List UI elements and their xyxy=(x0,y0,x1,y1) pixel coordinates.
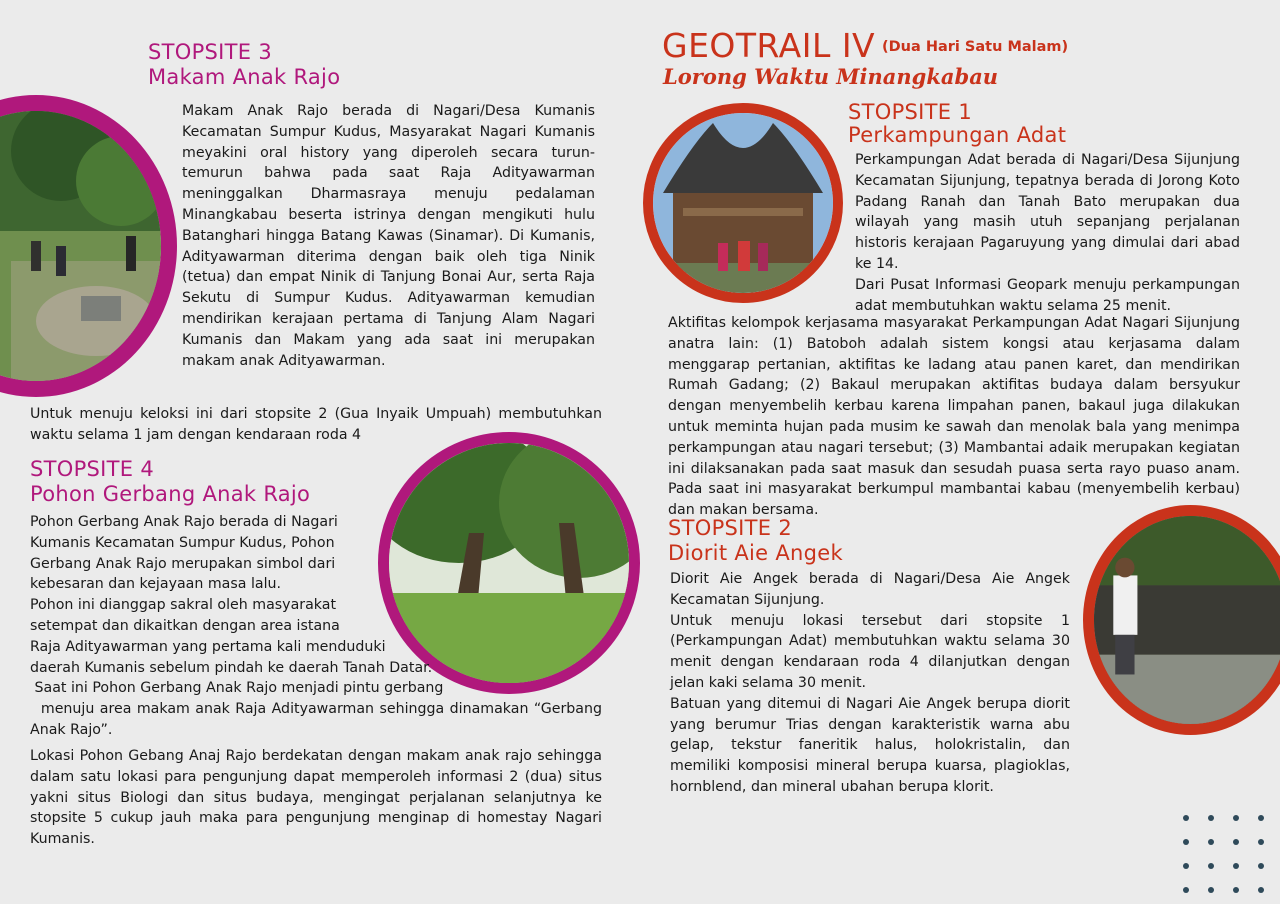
stopsite1-text1: Perkampungan Adat berada di Nagari/Desa Sijunjung Kecamatan Sijunjung, tepatnya berada di Jorong Koto Padang Ranah dan Tanah Bato merupakan dua wilayah yang masih utuh sepanjang perjalanan historis kerajaan Pagaruyung yang dimulai dari abad ke 14. xyxy=(855,152,1240,272)
dot xyxy=(1183,887,1189,893)
stopsite3-travel-info: Untuk menuju keloksi ini dari stopsite 2 (Gua Inyaik Umpuah) membutuhkan waktu selama 1 jam dengan kendaraan roda 4 xyxy=(30,406,602,443)
stopsite2-description xyxy=(670,569,1070,798)
stopsite4-location-info: Lokasi Pohon Gebang Anaj Rajo berdekatan dengan makam anak rajo sehingga dalam satu lokasi para pengunjung dapat memperoleh informasi 2 (dua) situs yakni situs Biologi dan situs budaya, mengingat perjalanan selanjutnya ke stopsite 5 cukup jauh maka para pengunjung menginap di homestay Nagari Kumanis. xyxy=(30,748,602,848)
stopsite4-line: Raja Adityawarman yang pertama kali menduduki xyxy=(30,638,386,655)
stopsite4-line: Gerbang Anak Rajo merupakan simbol dari xyxy=(30,555,336,572)
geotrail-duration: (Dua Hari Satu Malam) xyxy=(882,39,1069,55)
stopsite3-description: Makam Anak Rajo berada di Nagari/Desa Kumanis Kecamatan Sumpur Kudus, Masyarakat Nagari Kumanis meyakini oral history yang diperoleh secara turun-temurun bahwa pada saat Raja Adityawarman meninggalkan Dharmasraya menuju pedalaman Minangkabau beserta istrinya dengan mengikuti hulu Batanghari hingga Batang Kawas (Sinamar). Di Kumanis, Adityawarman diterima dengan baik oleh tiga Ninik (tetua) dan empat Ninik di Tanjung Bonai Aur, serta Raja Sekutu di Sumpur Kudus. Adityawarman kemudian mendirikan kerajaan pertama di Tanjung Alam Nagari Kumanis dan Makam yang ada saat ini merupakan makam anak Adityawarman. xyxy=(182,103,595,369)
dot xyxy=(1208,839,1214,845)
dot xyxy=(1183,839,1189,845)
stopsite4-line: daerah Kumanis sebelum pindah ke daerah Tanah Datar. xyxy=(30,659,433,676)
stopsite1-label: STOPSITE 1 xyxy=(848,100,973,124)
dot xyxy=(1208,887,1214,893)
dot xyxy=(1208,863,1214,869)
stopsite2-text3: Batuan yang ditemui di Nagari Aie Angek berupa diorit yang berumur Trias dengan karakteristik warna abu gelap, tekstur faneritik halus, holokristalin, dan memiliki komposisi mineral berupa kuarsa, plagioklas, hornblend, dan mineral ubahan berupa klorit. xyxy=(670,695,1070,795)
stopsite1-activities: Aktifitas kelompok kerjasama masyarakat Perkampungan Adat Nagari Sijunjung anatra lain: (1) Batoboh adalah sistem kongsi atau kerjasama dalam menggarap pertanian, aktifitas ke ladang atau panen karet, dan mendirikan Rumah Gadang; (2) Bakaul merupakan aktifitas budaya dalam bersyukur dengan menyembelih kerbau karena limpahan panen, bakaul juga dilakukan untuk meminta hujan pada musim ke sawah dan menolak bala yang menimpa perkampungan atau nagari tersebut; (3) Mambantai adaik merupakan kegiatan ini dilaksanakan pada saat masuk dan sesudah puasa serta rayo puaso anam. Pada saat ini masyarakat berkumpul mambantai kabau (menyembelih kerbau) dan makan bersama. xyxy=(668,315,1240,519)
stopsite4-title: Pohon Gerbang Anak Rajo xyxy=(30,482,311,506)
stopsite2-label: STOPSITE 2 xyxy=(668,516,793,540)
stopsite2-title: Diorit Aie Angek xyxy=(668,541,843,565)
stopsite3-title: Makam Anak Rajo xyxy=(148,65,341,89)
stopsite4-line: Saat ini Pohon Gerbang Anak Rajo menjadi pintu gerbang xyxy=(30,680,444,697)
dot xyxy=(1233,887,1239,893)
stopsite2-text1: Diorit Aie Angek berada di Nagari/Desa Aie Angek Kecamatan Sijunjung. xyxy=(670,571,1070,608)
stopsite4-line: menuju area makam anak Raja Adityawarman sehingga dinamakan “Gerbang Anak Rajo”. xyxy=(30,701,607,738)
stopsite3-photo xyxy=(0,95,177,397)
stopsite4-description xyxy=(30,512,607,741)
stopsite1-title: Perkampungan Adat xyxy=(848,123,1067,147)
dot xyxy=(1258,887,1264,893)
dot xyxy=(1258,815,1264,821)
dot xyxy=(1183,815,1189,821)
dot xyxy=(1258,863,1264,869)
stopsite4-label: STOPSITE 4 xyxy=(30,457,155,481)
stopsite1-text2: Dari Pusat Informasi Geopark menuju perkampungan adat membutuhkan waktu selama 25 menit. xyxy=(855,276,1240,314)
stopsite4-line: kebesaran dan kejayaan masa lalu. xyxy=(30,576,282,593)
dot xyxy=(1183,863,1189,869)
stopsite4-line: Kumanis Kecamatan Sumpur Kudus, Pohon xyxy=(30,534,335,551)
dot xyxy=(1208,815,1214,821)
stopsite2-text2: Untuk menuju lokasi tersebut dari stopsite 1 (Perkampungan Adat) membutuhkan waktu selama 30 menit dengan kendaraan roda 4 dilanjutkan dengan jelan kaki selama 30 menit. xyxy=(670,612,1070,691)
stopsite3-label: STOPSITE 3 xyxy=(148,40,273,64)
dot xyxy=(1233,839,1239,845)
stopsite4-line: Pohon ini dianggap sakral oleh masyarakat xyxy=(30,597,337,614)
dot xyxy=(1233,863,1239,869)
stopsite2-photo xyxy=(1083,505,1280,735)
stopsite4-line: Pohon Gerbang Anak Rajo berada di Nagari xyxy=(30,514,338,530)
stopsite1-description xyxy=(855,150,1240,316)
dot xyxy=(1233,815,1239,821)
stopsite4-line: setempat dan dikaitkan dengan area istana xyxy=(30,617,340,634)
geotrail-title: GEOTRAIL IV xyxy=(662,26,876,65)
stopsite1-photo xyxy=(643,103,843,303)
dot xyxy=(1258,839,1264,845)
geotrail-subtitle: Lorong Waktu Minangkabau xyxy=(663,64,999,89)
